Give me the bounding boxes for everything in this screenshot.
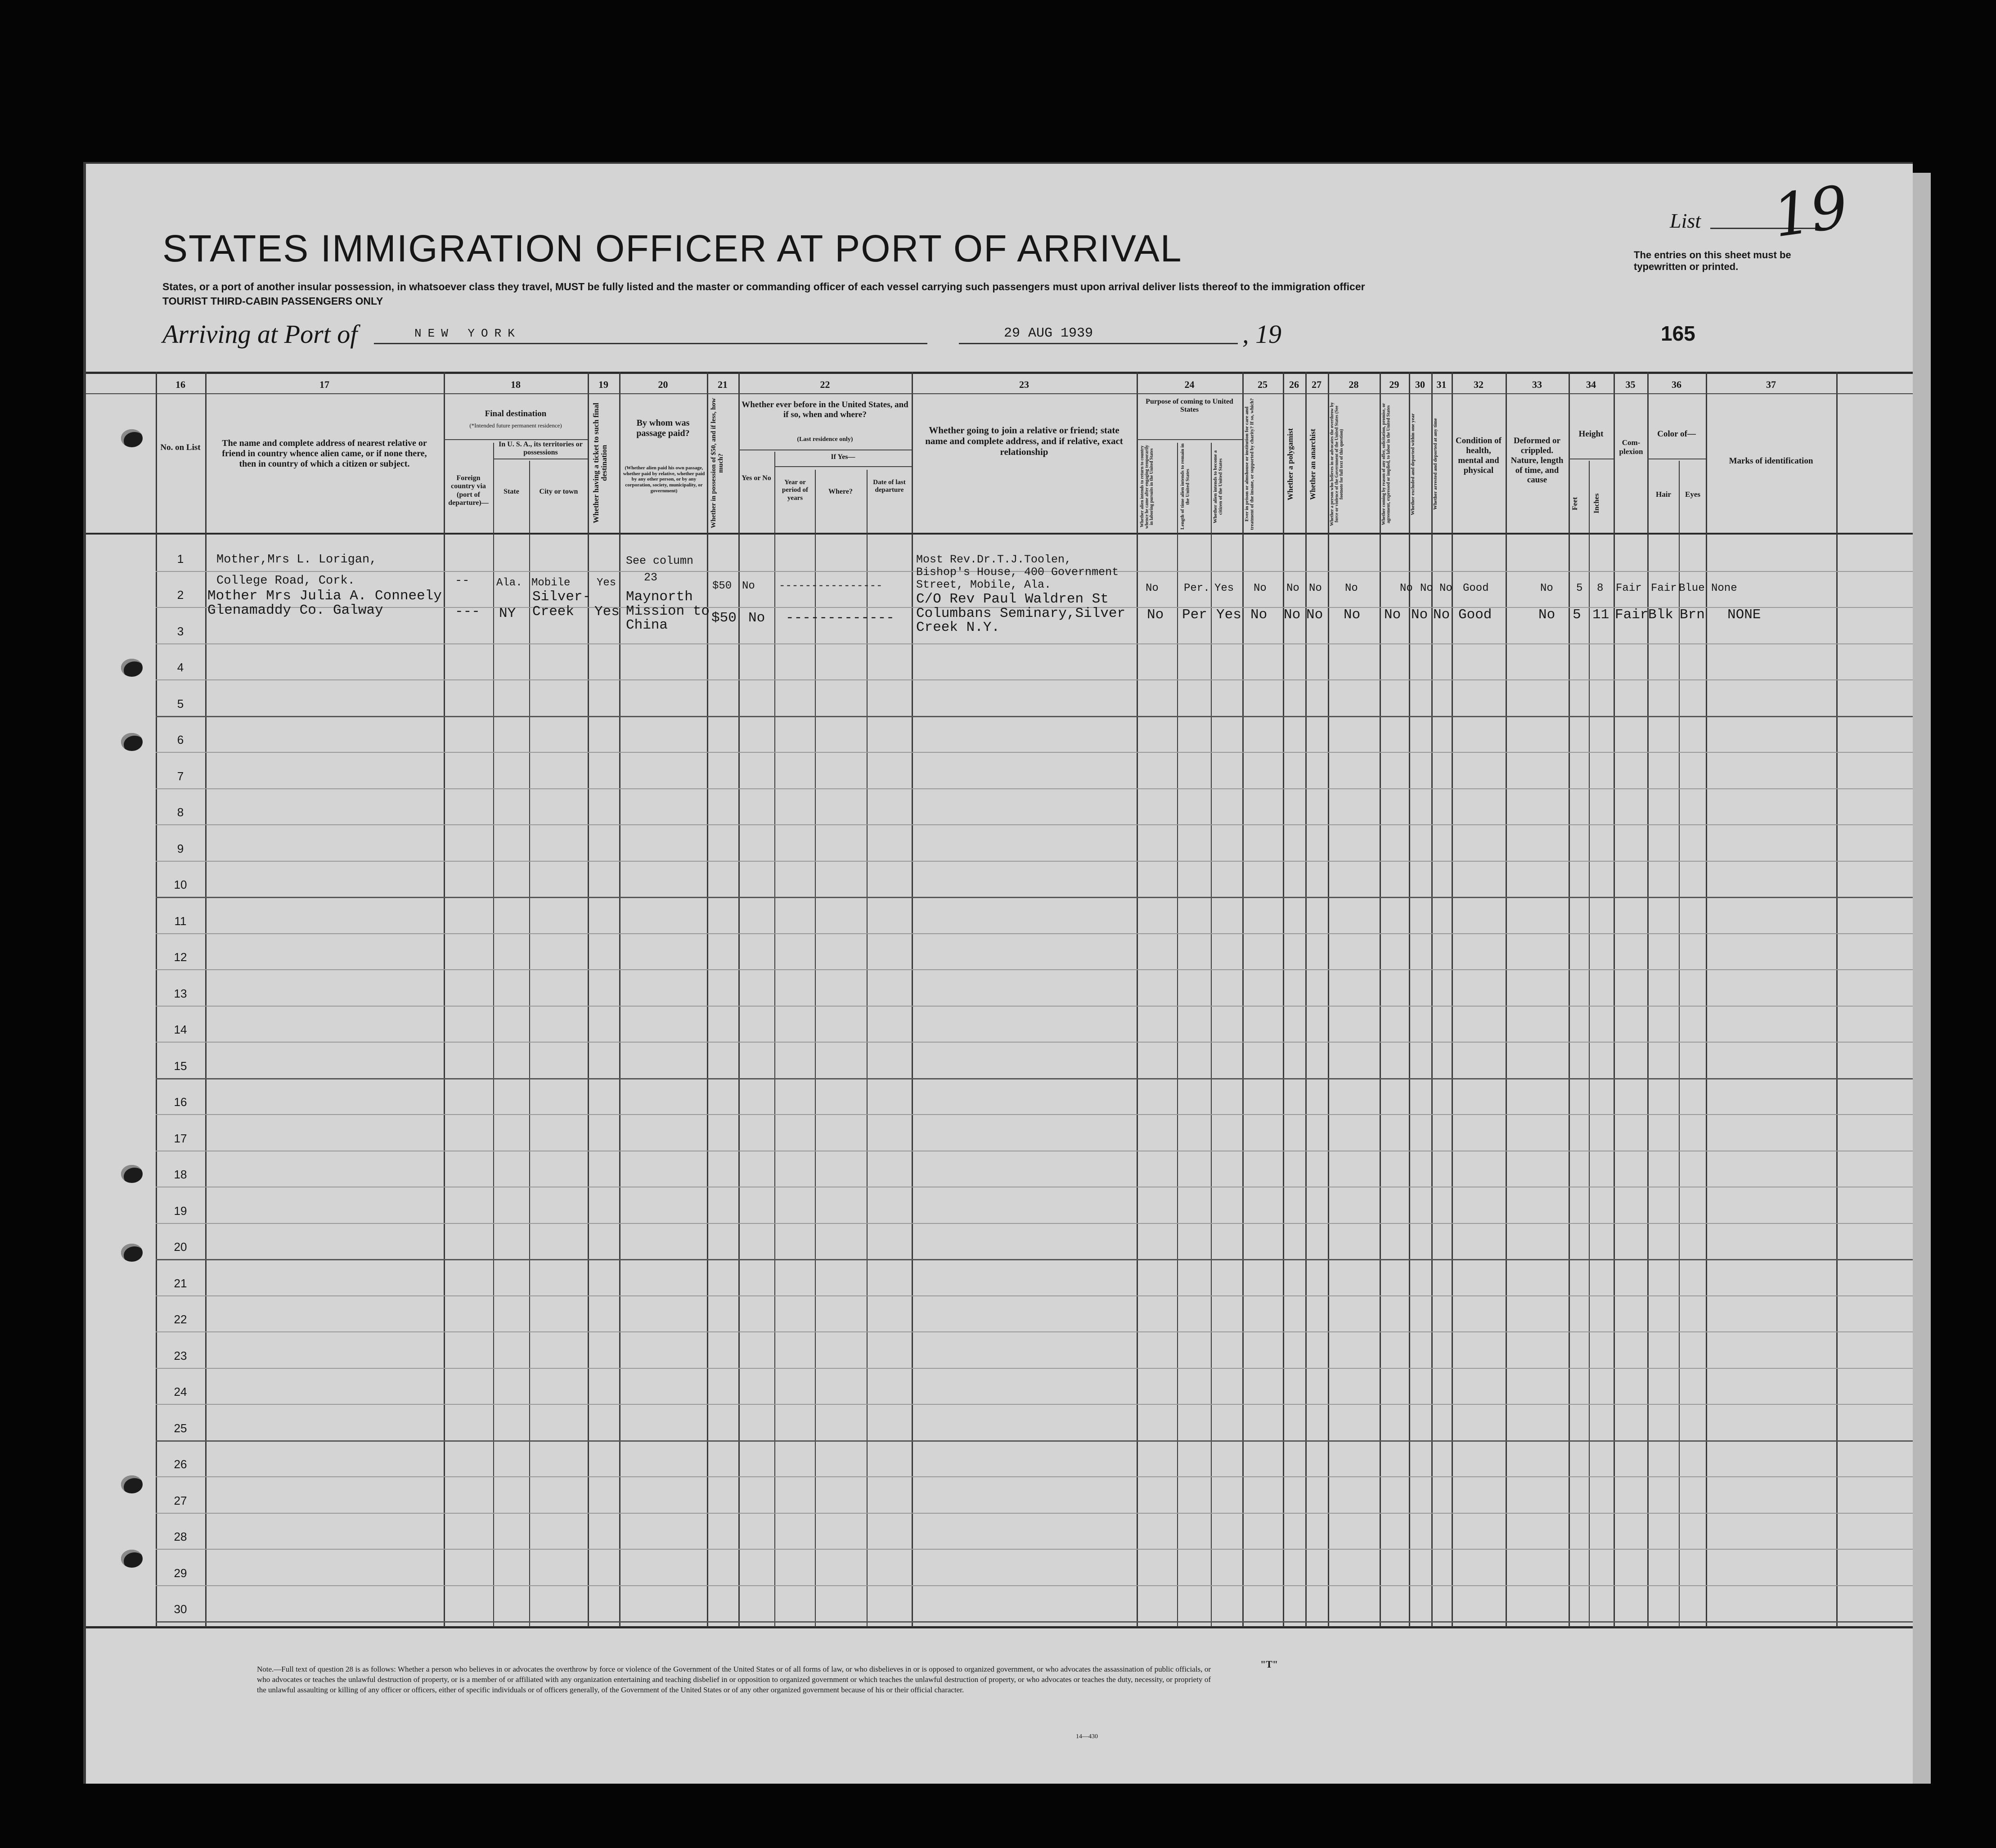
header-feet: Feet xyxy=(1571,497,1579,510)
row-rule xyxy=(156,1295,1913,1296)
row1-c30: No xyxy=(1420,582,1433,594)
row2-ticket: Yes xyxy=(594,604,620,620)
row1-eyes: Blue xyxy=(1679,582,1705,594)
row-rule xyxy=(156,679,1913,680)
row-number: 6 xyxy=(177,733,184,746)
row-rule xyxy=(156,716,1913,717)
header-join-relative: Whether going to join a relative or friend; state name and complete address, and if relative, exact relationship xyxy=(925,425,1123,458)
row1-health: Good xyxy=(1463,582,1489,594)
col-line xyxy=(1506,372,1507,1627)
row2-join-line1: C/O Rev Paul Waldren St xyxy=(916,591,1109,607)
row-number: 13 xyxy=(174,986,187,1000)
row-rule xyxy=(156,969,1913,970)
col-line xyxy=(707,372,708,1627)
row-number: 26 xyxy=(174,1457,187,1471)
row-number: 19 xyxy=(174,1204,187,1218)
row-rule xyxy=(156,1549,1913,1550)
row-rule xyxy=(156,861,1913,862)
col-line xyxy=(1409,372,1410,1627)
row-number: 29 xyxy=(174,1566,187,1580)
table-bottom-rule xyxy=(86,1626,1913,1628)
row-rule xyxy=(156,1331,1913,1332)
rule xyxy=(1137,439,1242,440)
col-number: 17 xyxy=(319,379,329,390)
row2-hair: Blk xyxy=(1648,607,1673,623)
row-rule xyxy=(156,1259,1913,1260)
col-line xyxy=(529,461,530,1627)
row1-c27: No xyxy=(1309,582,1322,594)
table-top-rule xyxy=(86,372,1913,374)
col-number: 27 xyxy=(1312,379,1322,390)
row-rule xyxy=(156,1114,1913,1115)
row-number: 2 xyxy=(177,588,184,602)
row2-city-line1: Silver- xyxy=(532,589,591,605)
row2-c28: No xyxy=(1344,607,1361,623)
col-number: 20 xyxy=(658,379,668,390)
row2-eyes: Brn xyxy=(1680,607,1705,623)
row1-paid-by-line2: 23 xyxy=(644,571,658,584)
form-number: 14—430 xyxy=(1076,1733,1098,1740)
row-rule xyxy=(156,643,1913,644)
row2-c27: No xyxy=(1306,607,1323,623)
row-number: 14 xyxy=(174,1023,187,1036)
row-number: 23 xyxy=(174,1349,187,1362)
header-purpose-length: Length of time alien intends to remain in the United States xyxy=(1180,443,1191,530)
row-number: 5 xyxy=(177,697,184,710)
row1-marks: None xyxy=(1711,582,1737,594)
punch-hole xyxy=(121,429,143,447)
col-line xyxy=(1589,461,1590,1627)
date-underline xyxy=(959,343,1238,344)
col-number: 18 xyxy=(511,379,521,390)
col-number: 19 xyxy=(598,379,608,390)
manifest-sheet xyxy=(83,162,1913,1784)
punch-hole xyxy=(121,659,143,677)
row1-deformed: No xyxy=(1540,582,1553,594)
row2-c31: No xyxy=(1433,607,1450,623)
row1-return: No xyxy=(1146,582,1159,594)
header-year: Year or period of years xyxy=(782,479,808,502)
col-number: 36 xyxy=(1672,379,1681,390)
sheet-note: The entries on this sheet must be typewritten or printed. xyxy=(1634,249,1791,272)
col-line xyxy=(1137,372,1138,1627)
header-state: State xyxy=(503,488,519,495)
row2-c29: No xyxy=(1384,607,1401,623)
row1-c25: No xyxy=(1254,582,1267,594)
col-line xyxy=(1836,372,1838,1627)
row-rule xyxy=(156,788,1913,789)
row2-city-line2: Creek xyxy=(532,604,575,620)
row-rule xyxy=(156,933,1913,934)
col-number: 34 xyxy=(1586,379,1596,390)
punch-hole xyxy=(121,1550,143,1568)
col-line xyxy=(588,372,589,1627)
col-number: 31 xyxy=(1436,379,1447,390)
header-last-residence: (Last residence only) xyxy=(797,436,853,443)
col-line xyxy=(1242,372,1244,1627)
col-number: 24 xyxy=(1184,379,1195,390)
row-number: 21 xyxy=(174,1276,187,1290)
header-date-departure: Date of last departure xyxy=(873,479,906,494)
row-rule xyxy=(156,1368,1913,1369)
header-city: City or town xyxy=(539,488,578,495)
rule xyxy=(774,466,912,467)
header-labor-offer: Whether coming by reason of any offer, solicitation, promise, or agreement, expressed or implied, to labor in the United States xyxy=(1381,403,1391,526)
row-rule xyxy=(156,824,1913,825)
row-number: 10 xyxy=(174,878,187,891)
row-number: 20 xyxy=(174,1240,187,1254)
row1-join-line3: Street, Mobile, Ala. xyxy=(916,578,1052,591)
row1-state: Ala. xyxy=(496,577,522,589)
punch-hole xyxy=(121,1244,143,1262)
col-line xyxy=(1328,372,1329,1627)
col-line xyxy=(1380,372,1381,1627)
col-line xyxy=(1614,372,1615,1627)
col-number: 35 xyxy=(1625,379,1636,390)
row1-city: Mobile xyxy=(531,577,571,589)
row2-relative-line2: Glenamaddy Co. Galway xyxy=(207,603,383,618)
header-polygamist: Whether a polygamist xyxy=(1286,428,1295,500)
page-title: STATES IMMIGRATION OFFICER AT PORT OF ARRIVAL xyxy=(162,227,1182,270)
row2-paid-by-line2: Mission to xyxy=(626,603,710,619)
header-if-yes: If Yes— xyxy=(831,453,855,461)
row2-citizen: Yes xyxy=(1216,607,1241,623)
row1-join-line1: Most Rev.Dr.T.J.Toolen, xyxy=(916,553,1072,566)
header-final-destination: Final destination xyxy=(485,409,547,418)
col-line xyxy=(1569,372,1570,1627)
row2-c26: No xyxy=(1284,607,1301,623)
row-rule xyxy=(156,1404,1913,1405)
row-number: 1 xyxy=(177,552,184,566)
header-height: Height xyxy=(1578,429,1604,439)
header-anarchist: Whether an anarchist xyxy=(1308,428,1317,500)
col-line xyxy=(1177,443,1178,1627)
instruction-text: States, or a port of another insular possession, in whatsoever class they travel, MUST be fully listed and the master or commanding officer of each vessel carrying such passengers must upon arrival deliver lists thereof to the immigration officer xyxy=(162,281,1365,292)
row-number: 24 xyxy=(174,1385,187,1398)
col-number: 25 xyxy=(1258,379,1268,390)
row-number: 9 xyxy=(177,841,184,855)
header-prison: Ever in prison or almshouse or institution for care and treatment of the insane, or supported by charity? If so, which? xyxy=(1244,398,1255,530)
row-number: 11 xyxy=(174,914,187,928)
punch-hole xyxy=(121,1475,143,1493)
row1-hair: Fair xyxy=(1651,582,1677,594)
row-rule xyxy=(156,1223,1913,1224)
header-yes-no: Yes or No xyxy=(742,474,771,482)
header-hair: Hair xyxy=(1656,490,1671,499)
col-line xyxy=(444,372,445,1627)
row1-dashes: ---------------- xyxy=(779,580,883,592)
list-number-handwritten: 19 xyxy=(1769,172,1852,251)
row2-marks: NONE xyxy=(1727,607,1761,623)
punch-hole xyxy=(121,733,143,751)
row-number: 8 xyxy=(177,805,184,819)
row2-relative-line1: Mother Mrs Julia A. Conneely xyxy=(207,588,442,604)
col-line xyxy=(1211,443,1212,1627)
header-complexion: Com-plexion xyxy=(1619,438,1643,456)
row2-c30: No xyxy=(1411,607,1428,623)
header-overthrow: Whether a person who believes in or advocates the overthrow by force or violence of the Government of the United States (See footnote for full text of this question) xyxy=(1330,402,1344,526)
row2-c25: No xyxy=(1250,607,1268,623)
row-rule xyxy=(156,1476,1913,1477)
mark-t: "T" xyxy=(1260,1659,1278,1670)
row2-join-line2: Columbans Seminary,Silver xyxy=(916,606,1126,621)
header-money: Whether in possession of $50, and if less, how much? xyxy=(710,398,724,528)
row2-money: $50 xyxy=(711,610,737,626)
row-rule xyxy=(156,1585,1913,1586)
header-bottom-rule xyxy=(86,533,1913,535)
col-line xyxy=(493,443,494,1627)
col-line xyxy=(1679,461,1680,1627)
row-rule xyxy=(156,1078,1913,1079)
list-label: List xyxy=(1670,209,1701,232)
col-number: 23 xyxy=(1019,379,1029,390)
col-line xyxy=(1706,372,1707,1627)
col-line xyxy=(738,372,740,1627)
header-eyes: Eyes xyxy=(1685,490,1700,499)
header-color-of: Color of— xyxy=(1657,429,1696,439)
col-line xyxy=(156,372,157,1627)
row2-foreign: --- xyxy=(455,604,480,620)
col-line xyxy=(1647,372,1649,1627)
port-name: NEW YORK xyxy=(414,327,521,340)
col-line xyxy=(1305,372,1307,1627)
row1-citizen: Yes xyxy=(1214,582,1234,594)
header-passage-paid-sub: (Whether alien paid his own passage, whether paid by relative, whether paid by any other person, or by any corporation, society, municipality, or government) xyxy=(623,465,705,494)
year-prefix: , 19 xyxy=(1242,319,1281,349)
row1-c31: No xyxy=(1439,582,1452,594)
col-number: 26 xyxy=(1289,379,1299,390)
col-line xyxy=(912,372,913,1627)
row2-state: NY xyxy=(499,606,516,621)
col-number: 21 xyxy=(718,379,728,390)
header-marks: Marks of identification xyxy=(1729,456,1813,466)
row-number: 18 xyxy=(174,1168,187,1181)
row-number: 27 xyxy=(174,1493,187,1507)
col-number: 33 xyxy=(1532,379,1542,390)
row-number: 16 xyxy=(174,1095,187,1109)
header-inches: Inches xyxy=(1593,493,1600,514)
col-number: 30 xyxy=(1415,379,1425,390)
row1-inches: 8 xyxy=(1597,582,1604,594)
header-no-on-list: No. on List xyxy=(160,443,201,452)
col-line xyxy=(1283,372,1284,1627)
row2-dashes: ------------- xyxy=(786,610,895,626)
row-number: 7 xyxy=(177,769,184,783)
row2-inches: 11 xyxy=(1592,607,1609,623)
col-line xyxy=(1431,372,1433,1627)
col-number: 32 xyxy=(1474,379,1484,390)
header-purpose-citizen: Whether alien intends to become a citizen of the United States xyxy=(1213,450,1223,523)
row2-deformed: No xyxy=(1538,607,1555,623)
header-final-destination-sub: (*Intended future permanent residence) xyxy=(469,422,562,429)
row1-c29: No xyxy=(1400,582,1413,594)
row2-before: No xyxy=(748,610,765,626)
col-line xyxy=(1452,372,1453,1627)
header-nearest-relative: The name and complete address of nearest relative or friend in country whence alien came, or if none there, then in country of which a citizen or subject. xyxy=(222,438,427,469)
col-line xyxy=(205,372,207,1627)
row2-paid-by-line1: Maynorth xyxy=(626,589,693,605)
row2-return: No xyxy=(1147,607,1164,623)
row-number: 28 xyxy=(174,1530,187,1543)
header-health: Condition of health, mental and physical xyxy=(1456,436,1501,475)
header-where: Where? xyxy=(828,488,853,495)
col-number: 16 xyxy=(175,379,185,390)
row-number: 17 xyxy=(174,1131,187,1145)
header-foreign-country: Foreign country via (port of departure)— xyxy=(448,474,489,507)
row-number: 30 xyxy=(174,1602,187,1616)
page-edge xyxy=(1913,173,1931,1784)
row-number: 4 xyxy=(177,661,184,674)
rule xyxy=(86,393,1913,394)
row2-complexion: Fair xyxy=(1615,607,1649,623)
row2-health: Good xyxy=(1458,607,1492,623)
row-number: 25 xyxy=(174,1421,187,1435)
row1-feet: 5 xyxy=(1576,582,1583,594)
row1-c28: No xyxy=(1345,582,1358,594)
row1-join-line2: Bishop's House, 400 Government xyxy=(916,566,1119,579)
header-purpose-return: Whether alien intends to return to country whence he came after engaging temporarily in laboring pursuits in the United States xyxy=(1140,445,1154,529)
row2-join-line3: Creek N.Y. xyxy=(916,620,1000,635)
header-deformed: Deformed or crippled. Nature, length of time, and cause xyxy=(1510,436,1564,485)
row2-paid-by-line3: China xyxy=(626,617,668,633)
punch-hole xyxy=(121,1165,143,1183)
row-rule xyxy=(156,1621,1913,1623)
row1-length: Per. xyxy=(1184,582,1210,594)
class-line: TOURIST THIRD-CABIN PASSENGERS ONLY xyxy=(162,295,383,307)
row1-relative-line2: College Road, Cork. xyxy=(216,574,355,588)
header-ticket: Whether having a ticket to such final destination xyxy=(592,403,608,523)
header-in-usa: In U. S. A., its territories or possessions xyxy=(499,441,583,457)
col-number: 28 xyxy=(1349,379,1359,390)
row-number: 15 xyxy=(174,1059,187,1073)
col-line xyxy=(774,452,775,1627)
row-number: 22 xyxy=(174,1313,187,1326)
row-number: 12 xyxy=(174,950,187,964)
row1-complexion: Fair xyxy=(1616,582,1642,594)
header-purpose: Purpose of coming to United States xyxy=(1146,398,1233,414)
row-rule xyxy=(156,1006,1913,1007)
row-rule xyxy=(156,897,1913,898)
row1-relative-line1: Mother,Mrs L. Lorigan, xyxy=(216,553,377,567)
col-number: 22 xyxy=(820,379,830,390)
port-underline xyxy=(374,343,927,344)
row1-before: No xyxy=(742,580,755,592)
header-excluded: Whether excluded and deported within one year xyxy=(1410,413,1416,515)
row1-c26: No xyxy=(1286,582,1299,594)
header-arrested: Whether arrested and deported at any time xyxy=(1433,418,1438,510)
row1-money: $50 xyxy=(712,580,732,592)
col-number: 37 xyxy=(1766,379,1776,390)
row-rule xyxy=(156,1513,1913,1514)
row1-foreign: -- xyxy=(455,574,470,588)
row-number: 3 xyxy=(177,624,184,638)
date-stamp: 29 AUG 1939 xyxy=(1004,326,1093,341)
row1-ticket: Yes xyxy=(597,577,616,589)
row2-length: Per xyxy=(1182,607,1207,623)
col-number: 29 xyxy=(1389,379,1399,390)
row-rule xyxy=(156,1042,1913,1043)
rule xyxy=(444,439,588,440)
header-passage-paid: By whom was passage paid? xyxy=(636,418,690,438)
row2-feet: 5 xyxy=(1573,607,1581,623)
page-number: 165 xyxy=(1661,322,1695,345)
col-line xyxy=(619,372,620,1627)
header-ever-before: Whether ever before in the United States, and if so, when and where? xyxy=(742,400,908,419)
row-rule xyxy=(156,752,1913,753)
footer-note: Note.—Full text of question 28 is as follows: Whether a person who believes in or advocates the overthrow by force or violence of the Government of the United States or of all forms of law, or who disbelieves in or is opposed to organized government, or who advocates the assassination of public officials, or who advocates or teaches the unlawful destruction of property, or is a member of or affiliated with any organization entertaining and teaching disbelief in or opposition to organized government or which teaches the unlawful destruction of property, or who advocates or teaches the duty, necessity, or propriety of the unlawful assaulting or killing of any officer or officers, either of specific individuals or of officers generally, of the Government of the United States or of any other organized government because of his or their official character. xyxy=(257,1665,1211,1694)
arriving-label: Arriving at Port of xyxy=(162,319,358,349)
row1-paid-by-line1: See column xyxy=(626,554,694,567)
row-rule xyxy=(156,1440,1913,1442)
